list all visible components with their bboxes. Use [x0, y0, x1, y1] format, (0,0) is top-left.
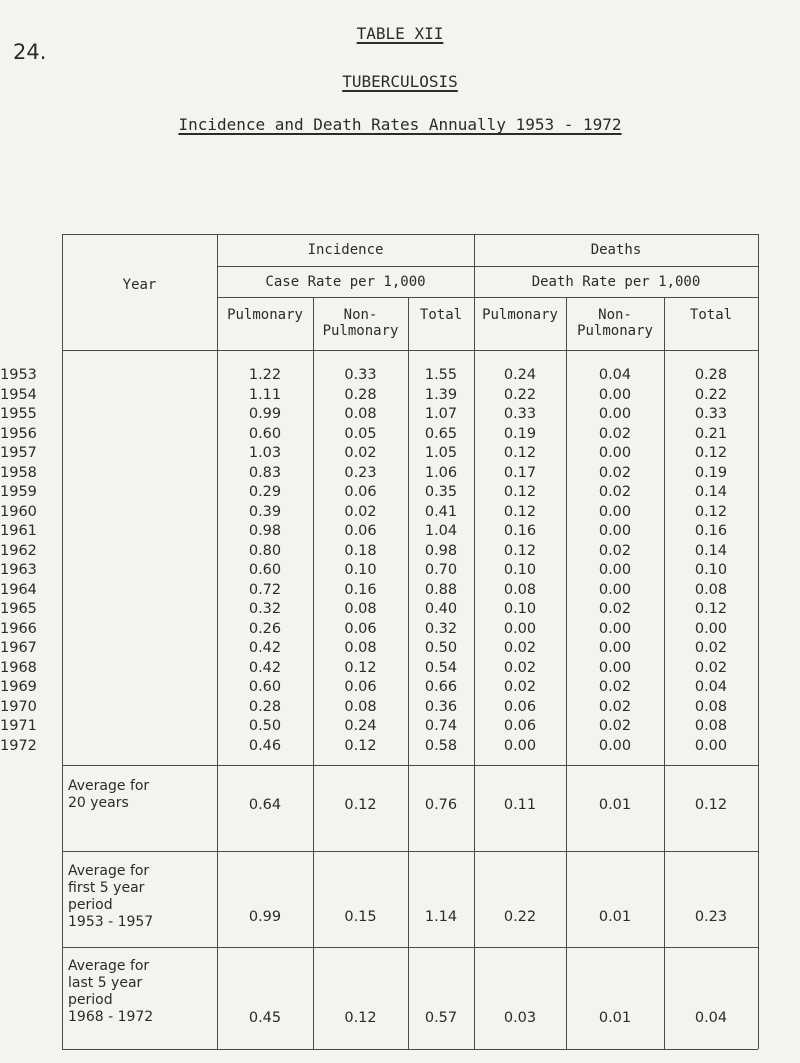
rate-cell: 0.08 — [344, 601, 377, 617]
rate-cell: 0.06 — [344, 484, 377, 500]
rate-cell: 0.65 — [424, 425, 458, 442]
year-cell: 1970 — [0, 698, 37, 715]
rate-cell: 0.33 — [503, 406, 537, 422]
rate-cell: 0.00 — [598, 640, 632, 656]
rate-cell: 0.83 — [248, 464, 282, 481]
summary-label — [68, 863, 153, 931]
summary-rate-cell: 0.04 — [694, 1010, 728, 1026]
summary-rate-cell: 0.03 — [503, 1010, 537, 1026]
rate-cell: 0.08 — [344, 406, 377, 422]
rate-cell: 0.60 — [248, 425, 282, 442]
year-cell: 1971 — [0, 718, 37, 734]
rate-cell: 0.06 — [344, 679, 377, 695]
rate-cell: 0.00 — [598, 737, 632, 754]
table-number: TABLE XII — [356, 24, 444, 43]
rate-cell: 0.02 — [598, 484, 632, 500]
summary-rate-cell: 0.12 — [344, 1010, 377, 1026]
rate-cell: 0.02 — [503, 679, 537, 695]
rate-cell: 0.26 — [248, 620, 282, 637]
rate-cell: 0.02 — [344, 445, 377, 461]
rate-cell: 0.98 — [424, 542, 458, 559]
rate-cell: 0.06 — [503, 718, 537, 734]
rate-cell: 0.12 — [503, 445, 537, 461]
rate-cell: 0.14 — [694, 484, 728, 500]
summary-label — [68, 958, 153, 1026]
header-incidence-total: Total — [419, 307, 463, 323]
rate-cell: 0.99 — [248, 406, 282, 422]
year-cell: 1961 — [0, 523, 37, 539]
rate-cell: 0.12 — [694, 503, 728, 520]
rate-cell: 0.12 — [694, 445, 728, 461]
rate-cell: 0.28 — [344, 386, 377, 403]
rate-cell: 0.10 — [344, 562, 377, 578]
rate-cell: 0.80 — [248, 542, 282, 559]
header-year: Year — [122, 277, 157, 293]
rate-cell: 0.39 — [248, 503, 282, 520]
rate-cell: 0.28 — [694, 367, 728, 383]
summary-rate-cell: 0.01 — [598, 797, 632, 813]
rate-cell: 0.08 — [344, 640, 377, 656]
year-cell: 1969 — [0, 679, 37, 695]
rate-cell: 0.16 — [503, 523, 537, 539]
year-cell: 1968 — [0, 659, 37, 676]
rate-cell: 0.00 — [598, 581, 632, 598]
rate-cell: 0.02 — [694, 659, 728, 676]
rate-cell: 0.00 — [503, 737, 537, 754]
rate-cell: 0.02 — [598, 679, 632, 695]
page-number: 24. — [13, 40, 47, 64]
year-cell: 1953 — [0, 367, 37, 383]
header-incidence-non-pulmonary: Non- Pulmonary — [322, 307, 399, 339]
year-cell: 1960 — [0, 503, 37, 520]
year-cell: 1966 — [0, 620, 37, 637]
rate-cell: 0.00 — [694, 737, 728, 754]
summary-rate-cell: 0.11 — [503, 797, 537, 813]
rate-cell: 0.02 — [598, 425, 632, 442]
rate-cell: 0.00 — [503, 620, 537, 637]
rate-cell: 0.04 — [598, 367, 632, 383]
rate-cell: 0.50 — [424, 640, 458, 656]
rate-cell: 0.14 — [694, 542, 728, 559]
rate-cell: 0.70 — [424, 562, 458, 578]
header-deaths: Deaths — [590, 242, 642, 258]
rate-cell: 0.58 — [424, 737, 458, 754]
rate-cell: 0.00 — [598, 406, 632, 422]
rate-cell: 0.12 — [503, 542, 537, 559]
summary-rate-cell: 0.57 — [424, 1010, 458, 1026]
rate-cell: 0.36 — [424, 698, 458, 715]
summary-rate-cell: 0.76 — [424, 797, 458, 813]
rate-cell: 0.16 — [694, 523, 728, 539]
rate-cell: 0.00 — [598, 620, 632, 637]
year-cell: 1962 — [0, 542, 37, 559]
table-subtitle: Incidence and Death Rates Annually 1953 - 1972 — [178, 115, 622, 134]
summary-rate-cell: 0.23 — [694, 909, 728, 925]
rate-cell: 0.08 — [694, 581, 728, 598]
rate-cell: 0.02 — [598, 601, 632, 617]
rate-cell: 1.39 — [424, 386, 458, 403]
table-subject: TUBERCULOSIS — [342, 72, 458, 91]
rate-cell: 0.04 — [694, 679, 728, 695]
rate-cell: 0.19 — [503, 425, 537, 442]
rate-cell: 0.42 — [248, 659, 282, 676]
summary-rate-cell: 0.45 — [248, 1010, 282, 1026]
rate-cell: 0.00 — [694, 620, 728, 637]
rate-cell: 0.98 — [248, 523, 282, 539]
rate-cell: 0.54 — [424, 659, 458, 676]
rate-cell: 0.19 — [694, 464, 728, 481]
year-cell: 1955 — [0, 406, 37, 422]
rate-cell: 0.00 — [598, 562, 632, 578]
rate-cell: 0.02 — [694, 640, 728, 656]
rate-cell: 0.12 — [344, 659, 377, 676]
rate-cell: 0.06 — [503, 698, 537, 715]
rate-cell: 0.18 — [344, 542, 377, 559]
rate-cell: 0.60 — [248, 562, 282, 578]
rate-cell: 0.02 — [344, 503, 377, 520]
rate-cell: 1.06 — [424, 464, 458, 481]
rate-cell: 0.35 — [424, 484, 458, 500]
rate-cell: 0.12 — [503, 484, 537, 500]
rate-cell: 0.10 — [694, 562, 728, 578]
year-cell: 1963 — [0, 562, 37, 578]
header-deaths-non-pulmonary: Non- Pulmonary — [577, 307, 653, 339]
rate-cell: 0.32 — [424, 620, 458, 637]
rate-cell: 0.12 — [694, 601, 728, 617]
rate-cell: 0.16 — [344, 581, 377, 598]
rate-cell: 0.88 — [424, 581, 458, 598]
year-cell: 1972 — [0, 737, 37, 754]
rate-cell: 0.74 — [424, 718, 458, 734]
rate-cell: 0.08 — [694, 698, 728, 715]
rate-cell: 0.00 — [598, 503, 632, 520]
summary-rate-cell: 0.22 — [503, 909, 537, 925]
summary-rate-cell: 0.15 — [344, 909, 377, 925]
header-incidence-pulmonary: Pulmonary — [227, 307, 303, 323]
rate-cell: 1.11 — [248, 386, 282, 403]
rate-cell: 0.33 — [694, 406, 728, 422]
header-deaths-total: Total — [689, 307, 733, 323]
rate-cell: 0.72 — [248, 581, 282, 598]
rate-cell: 0.28 — [248, 698, 282, 715]
rate-cell: 1.03 — [248, 445, 282, 461]
summary-rate-cell: 0.12 — [694, 797, 728, 813]
rate-cell: 0.29 — [248, 484, 282, 500]
summary-rate-cell: 0.01 — [598, 909, 632, 925]
year-cell: 1954 — [0, 386, 37, 403]
summary-rate-cell: 0.01 — [598, 1010, 632, 1026]
rate-cell: 1.07 — [424, 406, 458, 422]
rate-cell: 0.00 — [598, 659, 632, 676]
rate-cell: 0.08 — [694, 718, 728, 734]
summary-rate-cell: 0.12 — [344, 797, 377, 813]
summary-label-line: last 5 year — [68, 975, 143, 991]
rate-cell: 0.12 — [503, 503, 537, 520]
year-cell: 1964 — [0, 581, 37, 598]
summary-label-line: period — [68, 992, 113, 1008]
rate-cell: 0.00 — [598, 386, 632, 403]
rate-cell: 0.24 — [344, 718, 377, 734]
rate-cell: 0.00 — [598, 445, 632, 461]
summary-label-line: Average for — [68, 863, 150, 879]
rate-cell: 0.00 — [598, 523, 632, 539]
rate-cell: 0.02 — [503, 659, 537, 676]
header-deaths-pulmonary: Pulmonary — [482, 307, 558, 323]
rate-cell: 0.02 — [598, 542, 632, 559]
header-death-rate: Death Rate per 1,000 — [531, 274, 701, 290]
rate-cell: 0.22 — [694, 386, 728, 403]
rate-cell: 0.05 — [344, 425, 377, 442]
summary-label-line: Average for — [68, 778, 150, 794]
summary-label-line: first 5 year — [68, 880, 145, 896]
rate-cell: 0.10 — [503, 601, 537, 617]
year-cell: 1956 — [0, 425, 37, 442]
rate-cell: 0.41 — [424, 503, 458, 520]
rate-cell: 0.46 — [248, 737, 282, 754]
rate-cell: 0.17 — [503, 464, 537, 481]
rate-cell: 0.08 — [344, 698, 377, 715]
rate-cell: 0.32 — [248, 601, 282, 617]
year-cell: 1959 — [0, 484, 37, 500]
year-cell: 1957 — [0, 445, 37, 461]
summary-label-line: 1968 - 1972 — [68, 1009, 154, 1025]
summary-label — [68, 778, 149, 812]
rate-cell: 0.22 — [503, 386, 537, 403]
rate-cell: 0.02 — [503, 640, 537, 656]
rate-cell: 0.60 — [248, 679, 282, 695]
rate-cell: 0.24 — [503, 367, 537, 383]
rate-cell: 1.04 — [424, 523, 458, 539]
rate-cell: 0.06 — [344, 523, 377, 539]
year-cell: 1965 — [0, 601, 37, 617]
summary-label-line: 1953 - 1957 — [68, 914, 154, 930]
rate-cell: 0.08 — [503, 581, 537, 598]
rate-cell: 0.12 — [344, 737, 377, 754]
summary-rate-cell: 0.99 — [248, 909, 282, 925]
rate-cell: 0.02 — [598, 464, 632, 481]
year-cell: 1958 — [0, 464, 37, 481]
rate-cell: 0.21 — [694, 425, 728, 442]
header-case-rate: Case Rate per 1,000 — [265, 274, 426, 290]
summary-rate-cell: 0.64 — [248, 797, 282, 813]
summary-label-line: 20 years — [68, 795, 129, 811]
rate-cell: 0.23 — [344, 464, 377, 481]
rate-cell: 0.02 — [598, 698, 632, 715]
rate-cell: 0.06 — [344, 620, 377, 637]
rate-cell: 0.66 — [424, 679, 458, 695]
summary-label-line: period — [68, 897, 113, 913]
rate-cell: 0.02 — [598, 718, 632, 734]
year-cell: 1967 — [0, 640, 37, 656]
summary-label-line: Average for — [68, 958, 150, 974]
rate-cell: 0.10 — [503, 562, 537, 578]
summary-rate-cell: 1.14 — [424, 909, 458, 925]
rate-cell: 0.42 — [248, 640, 282, 656]
rate-cell: 1.05 — [424, 445, 458, 461]
rate-cell: 1.55 — [424, 367, 458, 383]
header-incidence: Incidence — [307, 242, 384, 258]
rate-cell: 0.33 — [344, 367, 377, 383]
rate-cell: 0.40 — [424, 601, 458, 617]
rate-cell: 0.50 — [248, 718, 282, 734]
rate-cell: 1.22 — [248, 367, 282, 383]
